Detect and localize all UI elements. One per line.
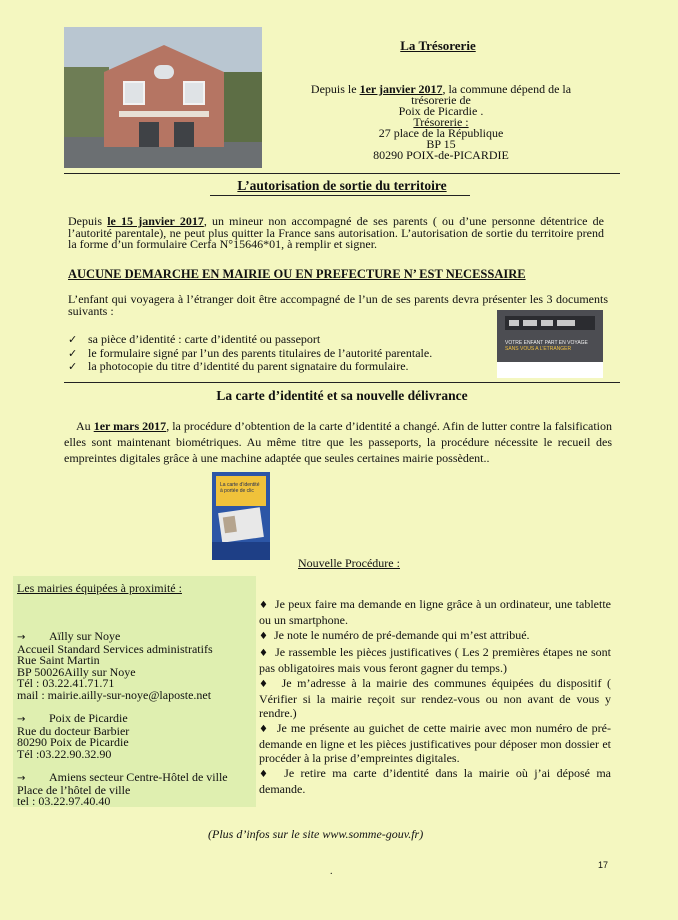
list-item: ♦ Je rassemble les pièces justificatives ( Les 2 premières étapes ne sont pas obligatoires mais vous feront gagner du temps.): [259, 645, 611, 675]
list-item: ✓ la photocopie du titre d’identité du parent signataire du formulaire.: [68, 359, 409, 373]
diamond-bullet-icon: ♦: [259, 724, 269, 735]
list-item: ♦ Je me présente au guichet de cette mairie avec mon numéro de pré-demande en ligne et les pièces justificatives pour déposer mon dossier et procéder à la prise d’empreintes digitales.: [259, 721, 611, 765]
checkmark-icon: ✓: [68, 346, 78, 360]
list-item: ♦ Je m’adresse à la mairie des communes équipées du dispositif ( Vérifier si la mairie reçoit sur rendez-vous ou non avant de vous y rendre.): [259, 676, 611, 720]
sortie-title: L’autorisation de sortie du territoire: [237, 178, 447, 193]
arrow-right-icon: →: [17, 632, 26, 643]
diamond-bullet-icon: ♦: [259, 679, 271, 690]
diamond-bullet-icon: ♦: [259, 648, 269, 659]
tresorerie-building-photo: [64, 27, 262, 168]
arrow-right-icon: →: [17, 714, 26, 725]
checkmark-icon: ✓: [68, 360, 78, 373]
diamond-bullet-icon: ♦: [259, 769, 272, 780]
tresorerie-info: Depuis le 1er janvier 2017, la commune dépend de la trésorerie de Poix de Picardie . Trésorerie : 27 place de la République BP 15 80290 POIX-de-PICARDIE: [310, 82, 572, 162]
list-item: ♦ Je note le numéro de pré-demande qui m’est attribué.: [259, 628, 530, 642]
divider-2: [210, 195, 470, 196]
stray-dot: .: [330, 866, 333, 877]
mairie-poix: → Poix de Picardie Rue du docteur Barbier 80290 Poix de Picardie Tél :03.22.90.32.90: [17, 711, 130, 761]
list-item: ♦ Je peux faire ma demande en ligne grâce à un ordinateur, une tablette ou un smartphone.: [259, 597, 611, 627]
carte-paragraph: Au 1er mars 2017, la procédure d’obtention de la carte d’identité a changé. Afin de lutter contre la falsification elles sont maintenant biométriques. Au même titre que les passeports, la procédure nécessite le recueil des empreintes digitales grâce à une machine adaptée que seules certaines mairie possèdent..: [64, 419, 613, 465]
sortie-paragraph: Depuis le 15 janvier 2017, un mineur non accompagné de ses parents ( ou d’une personne détentrice de l’autorité parentale), ne peut plus quitter la France sans autorisation. L’autorisation de sortie du territoire prend la forme d’un formulaire Cerfa N°15646*01, à remplir et signer.: [68, 214, 604, 251]
mairies-title: Les mairies équipées à proximité :: [17, 581, 182, 595]
arrow-right-icon: →: [17, 773, 26, 784]
tresorerie-title: La Trésorerie: [400, 38, 476, 53]
carte-title: La carte d’identité et sa nouvelle délivrance: [216, 388, 468, 403]
sortie-documents-intro: L’enfant qui voyagera à l’étranger doit être accompagné de l’un de ses parents devra présenter les 3 documents suivants :: [68, 292, 608, 318]
nouvelle-procedure-label: Nouvelle Procédure :: [298, 556, 400, 570]
identity-card-poster: La carte d’identité à portée de clic: [212, 472, 270, 560]
list-item: ✓ le formulaire signé par l’un des parents titulaires de l’autorité parentale.: [68, 345, 433, 360]
page-number: 17: [598, 860, 609, 870]
procedure-steps: [259, 597, 611, 797]
sortie-documents-list: [68, 333, 498, 374]
diamond-bullet-icon: ♦: [259, 631, 268, 642]
list-item: ♦ Je retire ma carte d’identité dans la mairie où j’ai déposé ma demande.: [259, 766, 612, 796]
list-item: ✓ sa pièce d’identité : carte d’identité ou passeport: [68, 332, 321, 346]
footnote: (Plus d’infos sur le site www.somme-gouv.fr): [208, 827, 424, 841]
diamond-bullet-icon: ♦: [259, 600, 269, 611]
travel-authorization-poster: VOTRE ENFANT PART EN VOYAGE SANS VOUS A L’ETRANGER: [497, 310, 603, 378]
checkmark-icon: ✓: [68, 333, 78, 346]
mairie-ailly: → Aïlly sur Noye Accueil Standard Services administratifs Rue Saint Martin BP 50026Ailly sur Noye Tél : 03.22.41.71.71 mail : mairie.ailly-sur-noye@laposte.net: [17, 629, 213, 702]
mairie-amiens: → Amiens secteur Centre-Hôtel de ville Place de l’hôtel de ville tel : 03.22.97.40.40: [17, 770, 228, 808]
divider-1: [64, 173, 620, 174]
mairies-box: [13, 576, 256, 807]
divider-3: [64, 382, 620, 383]
sortie-notice: AUCUNE DEMARCHE EN MAIRIE OU EN PREFECTURE N’ EST NECESSAIRE: [68, 267, 526, 281]
